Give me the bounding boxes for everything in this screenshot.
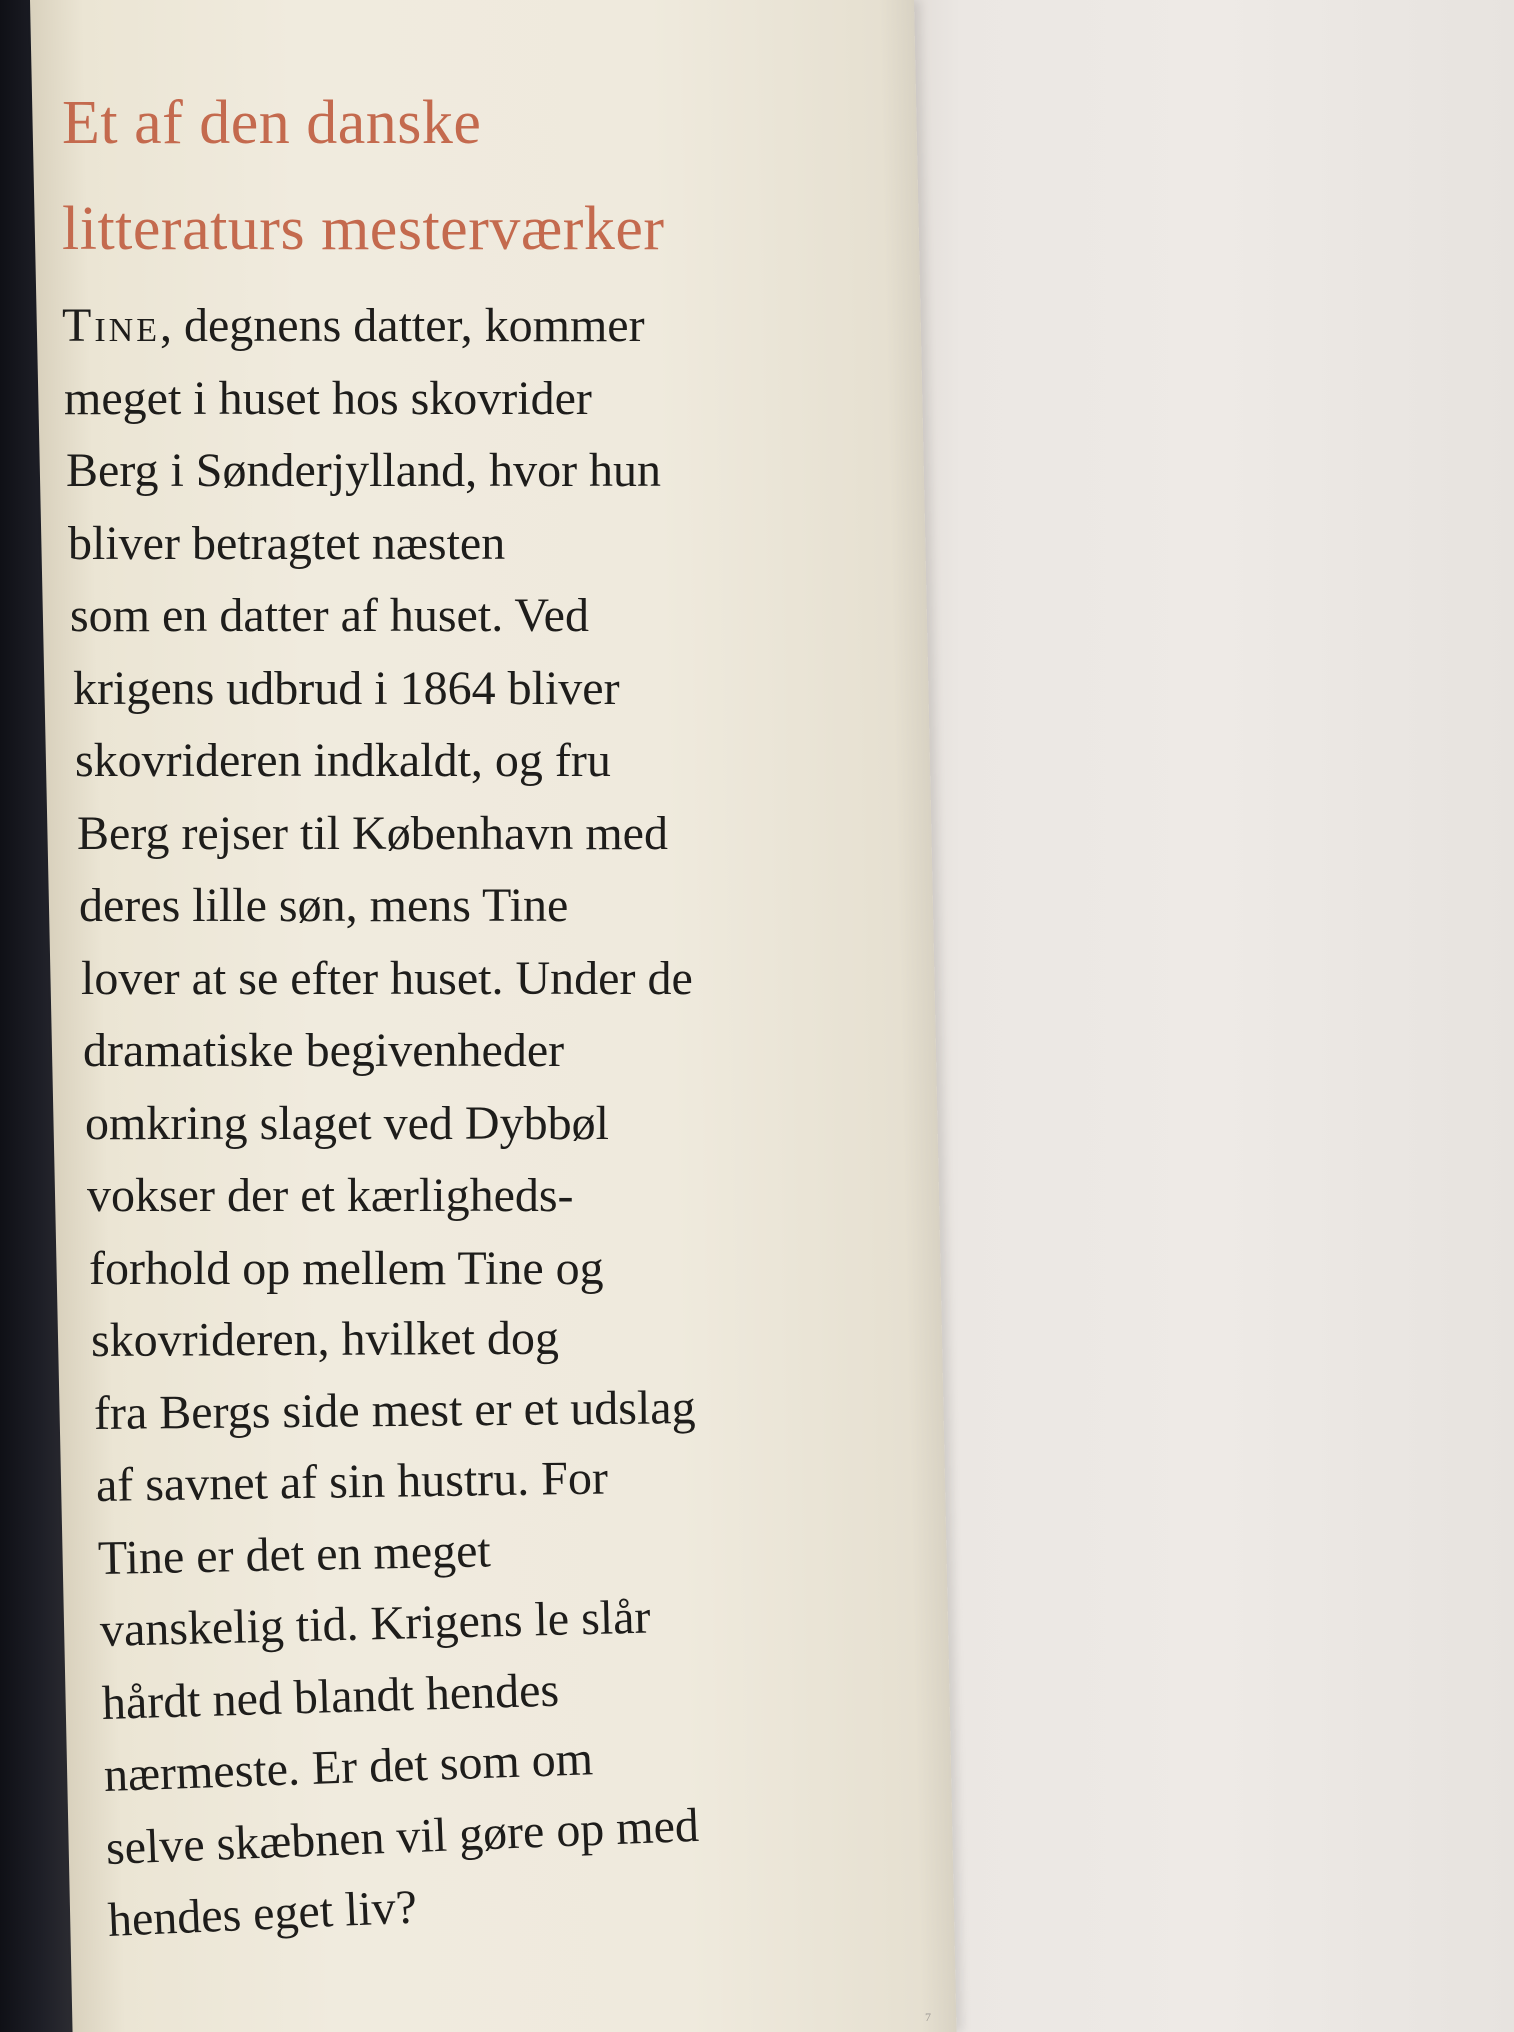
- blurb-line: omkring slaget ved Dybbøl: [85, 1096, 609, 1150]
- blurb-line: vokser der et kærligheds-: [87, 1169, 574, 1222]
- flap-heading: [62, 70, 862, 282]
- blurb-line: lover at se efter huset. Under de: [81, 951, 693, 1005]
- blurb-line: selve skæbnen vil gøre op med: [104, 1798, 700, 1875]
- blurb-line: fra Bergs side mest er et udslag: [93, 1380, 696, 1440]
- blurb-line: hendes eget liv?: [106, 1880, 419, 1947]
- blurb-line: som en datter af huset. Ved: [70, 589, 589, 642]
- blurb-line: nærmeste. Er det som om: [103, 1732, 594, 1802]
- blurb-line: bliver betragtet næsten: [68, 516, 506, 570]
- blurb-line: hårdt ned blandt hendes: [101, 1663, 560, 1730]
- blurb-line: skovrideren, hvilket dog: [90, 1311, 560, 1367]
- blurb-line: deres lille søn, mens Tine: [79, 879, 569, 932]
- heading-line-2: litteraturs mesterværker: [62, 195, 665, 263]
- blurb-line: Tine er det en meget: [97, 1523, 492, 1585]
- blurb-line: Tine, degnens datter, kommer: [62, 299, 645, 352]
- blurb-line: forhold op mellem Tine og: [89, 1241, 604, 1295]
- blurb-line: meget i huset hos skovrider: [64, 371, 592, 425]
- blurb-line: af savnet af sin hustru. For: [95, 1451, 609, 1512]
- page-mark: 7: [925, 2010, 931, 2024]
- blurb-first-word: Tine: [62, 299, 160, 352]
- blurb-paragraph: [62, 290, 862, 1958]
- flap-text: [62, 70, 862, 1958]
- blank-endpaper: [912, 0, 1514, 2032]
- blurb-line: Berg i Sønderjylland, hvor hun: [66, 444, 662, 497]
- blurb-line: Berg rejser til København med: [77, 806, 668, 860]
- blurb-line: vanskelig tid. Krigens le slår: [99, 1590, 652, 1657]
- blurb-line: dramatiske begivenheder: [83, 1024, 565, 1077]
- heading-line-1: Et af den danske: [62, 89, 482, 157]
- blurb-line: skovrideren indkaldt, og fru: [75, 734, 611, 787]
- blurb-line: krigens udbrud i 1864 bliver: [73, 661, 620, 715]
